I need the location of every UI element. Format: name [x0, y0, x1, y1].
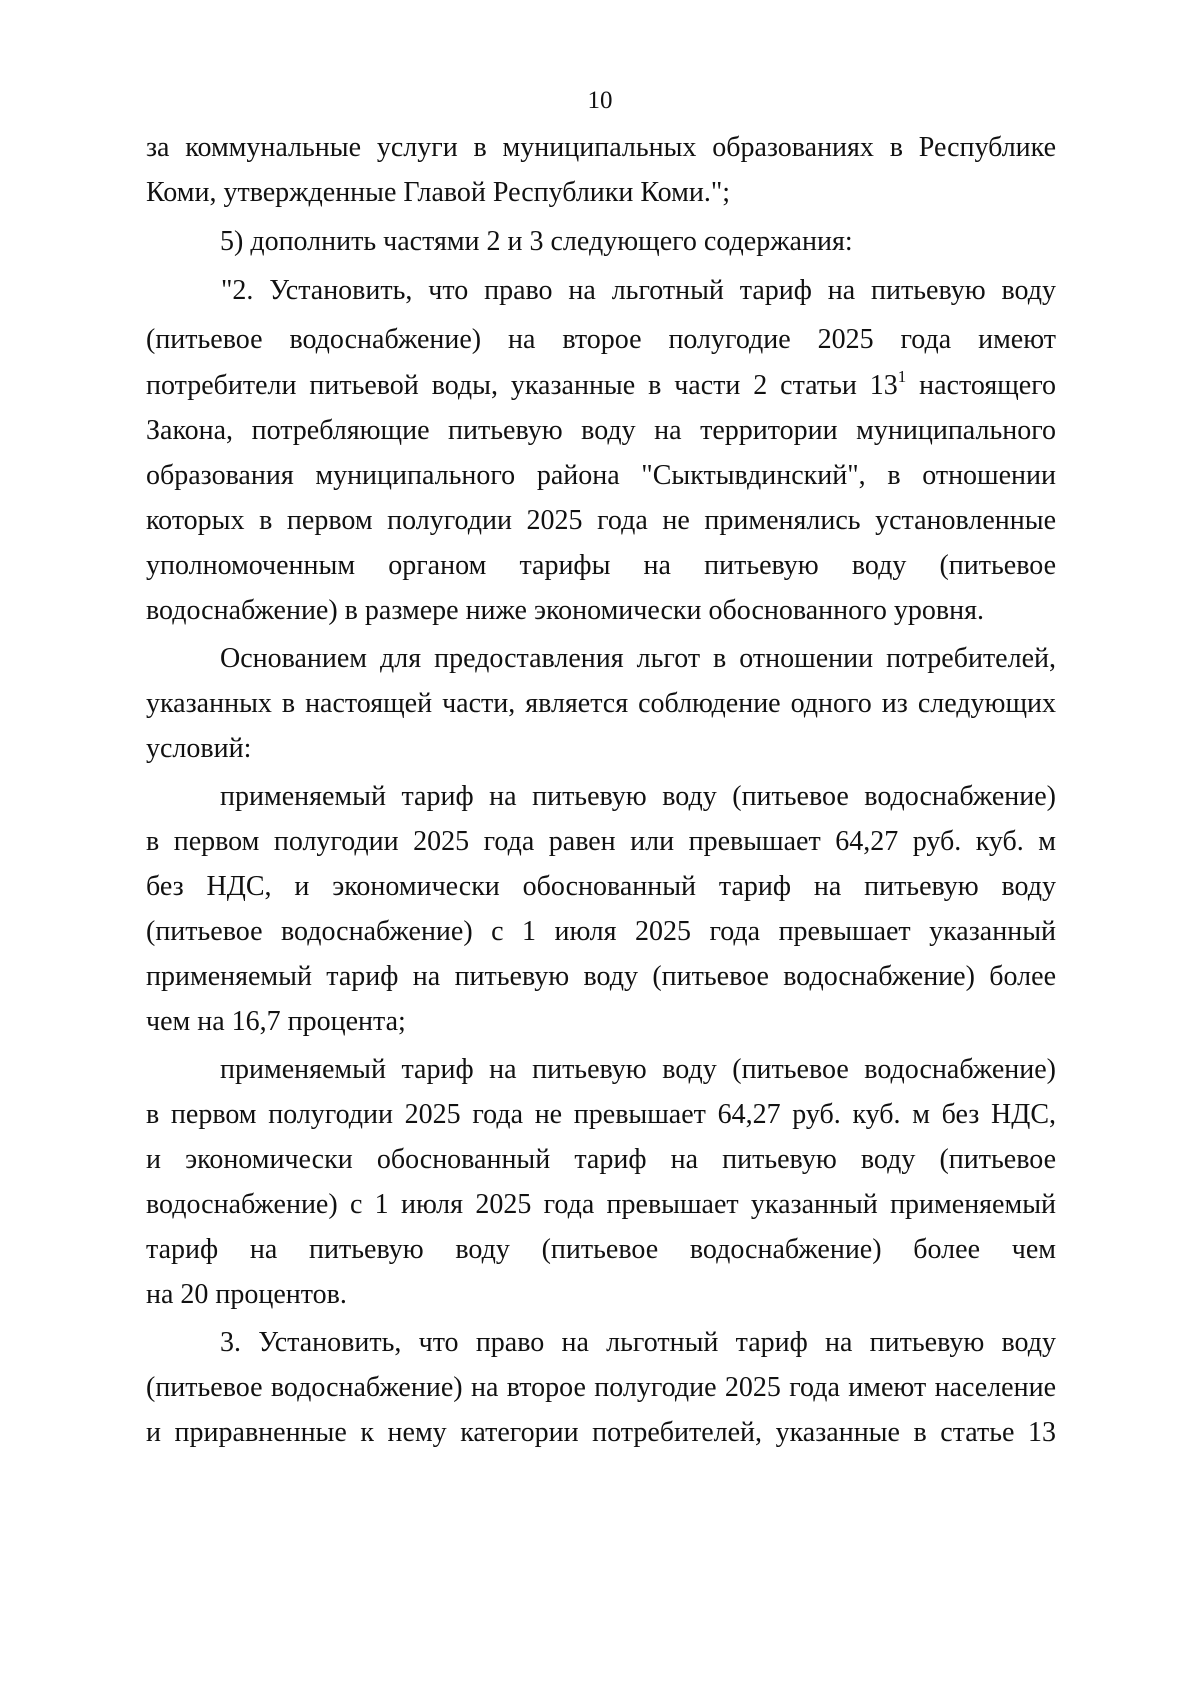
text-line: за коммунальные услуги в муниципальных образованиях в Республике — [146, 132, 1056, 163]
text-line: (питьевое водоснабжение) с 1 июля 2025 года превышает указанный — [146, 916, 1056, 947]
text-line — [146, 368, 1056, 404]
text-line: Основанием для предоставления льгот в отношении потребителей, — [220, 643, 1056, 674]
text-line: условий: — [146, 733, 252, 764]
text-line: применяемый тариф на питьевую воду (питьевое водоснабжение) — [220, 1054, 1056, 1085]
text-line: указанных в настоящей части, является соблюдение одного из следующих — [146, 688, 1056, 719]
page-number: 10 — [587, 87, 613, 114]
text-line: водоснабжение) в размере ниже экономически обоснованного уровня. — [146, 595, 984, 626]
text-line: "2. Установить, что право на льготный тариф на питьевую воду — [221, 275, 1056, 306]
text-line: 3. Установить, что право на льготный тариф на питьевую воду — [220, 1327, 1056, 1358]
text-line: и экономически обоснованный тариф на питьевую воду (питьевое — [146, 1144, 1056, 1175]
text-line: в первом полугодии 2025 года не превышает 64,27 руб. куб. м без НДС, — [146, 1099, 1056, 1130]
text-line: чем на 16,7 процента; — [146, 1006, 406, 1037]
text-line: без НДС, и экономически обоснованный тариф на питьевую воду — [146, 871, 1056, 902]
text-line: на 20 процентов. — [146, 1279, 347, 1310]
superscript: 1 — [897, 367, 907, 386]
text-line: применяемый тариф на питьевую воду (питьевое водоснабжение) — [220, 781, 1056, 812]
text-line: уполномоченным органом тарифы на питьевую воду (питьевое — [146, 550, 1056, 581]
text-line: тариф на питьевую воду (питьевое водоснабжение) более чем — [146, 1234, 1056, 1265]
text-line: 5) дополнить частями 2 и 3 следующего содержания: — [220, 226, 853, 257]
text-line: (питьевое водоснабжение) на второе полугодие 2025 года имеют — [146, 324, 1056, 355]
text-line: Закона, потребляющие питьевую воду на территории муниципального — [146, 415, 1056, 446]
text-line: (питьевое водоснабжение) на второе полугодие 2025 года имеют население — [146, 1372, 1056, 1403]
text-line: которых в первом полугодии 2025 года не применялись установленные — [146, 505, 1056, 536]
text-line: водоснабжение) с 1 июля 2025 года превышает указанный применяемый — [146, 1189, 1056, 1220]
text-line: и приравненные к нему категории потребителей, указанные в статье 13 — [146, 1417, 1056, 1448]
text-line: Коми, утвержденные Главой Республики Коми."; — [146, 177, 731, 208]
text-fragment: настоящего — [906, 370, 1056, 401]
text-line: в первом полугодии 2025 года равен или превышает 64,27 руб. куб. м — [146, 826, 1056, 857]
text-line: применяемый тариф на питьевую воду (питьевое водоснабжение) более — [146, 961, 1056, 992]
text-fragment: потребители питьевой воды, указанные в части 2 статьи 13 — [146, 370, 898, 401]
text-line: образования муниципального района "Сыктывдинский", в отношении — [146, 460, 1056, 491]
